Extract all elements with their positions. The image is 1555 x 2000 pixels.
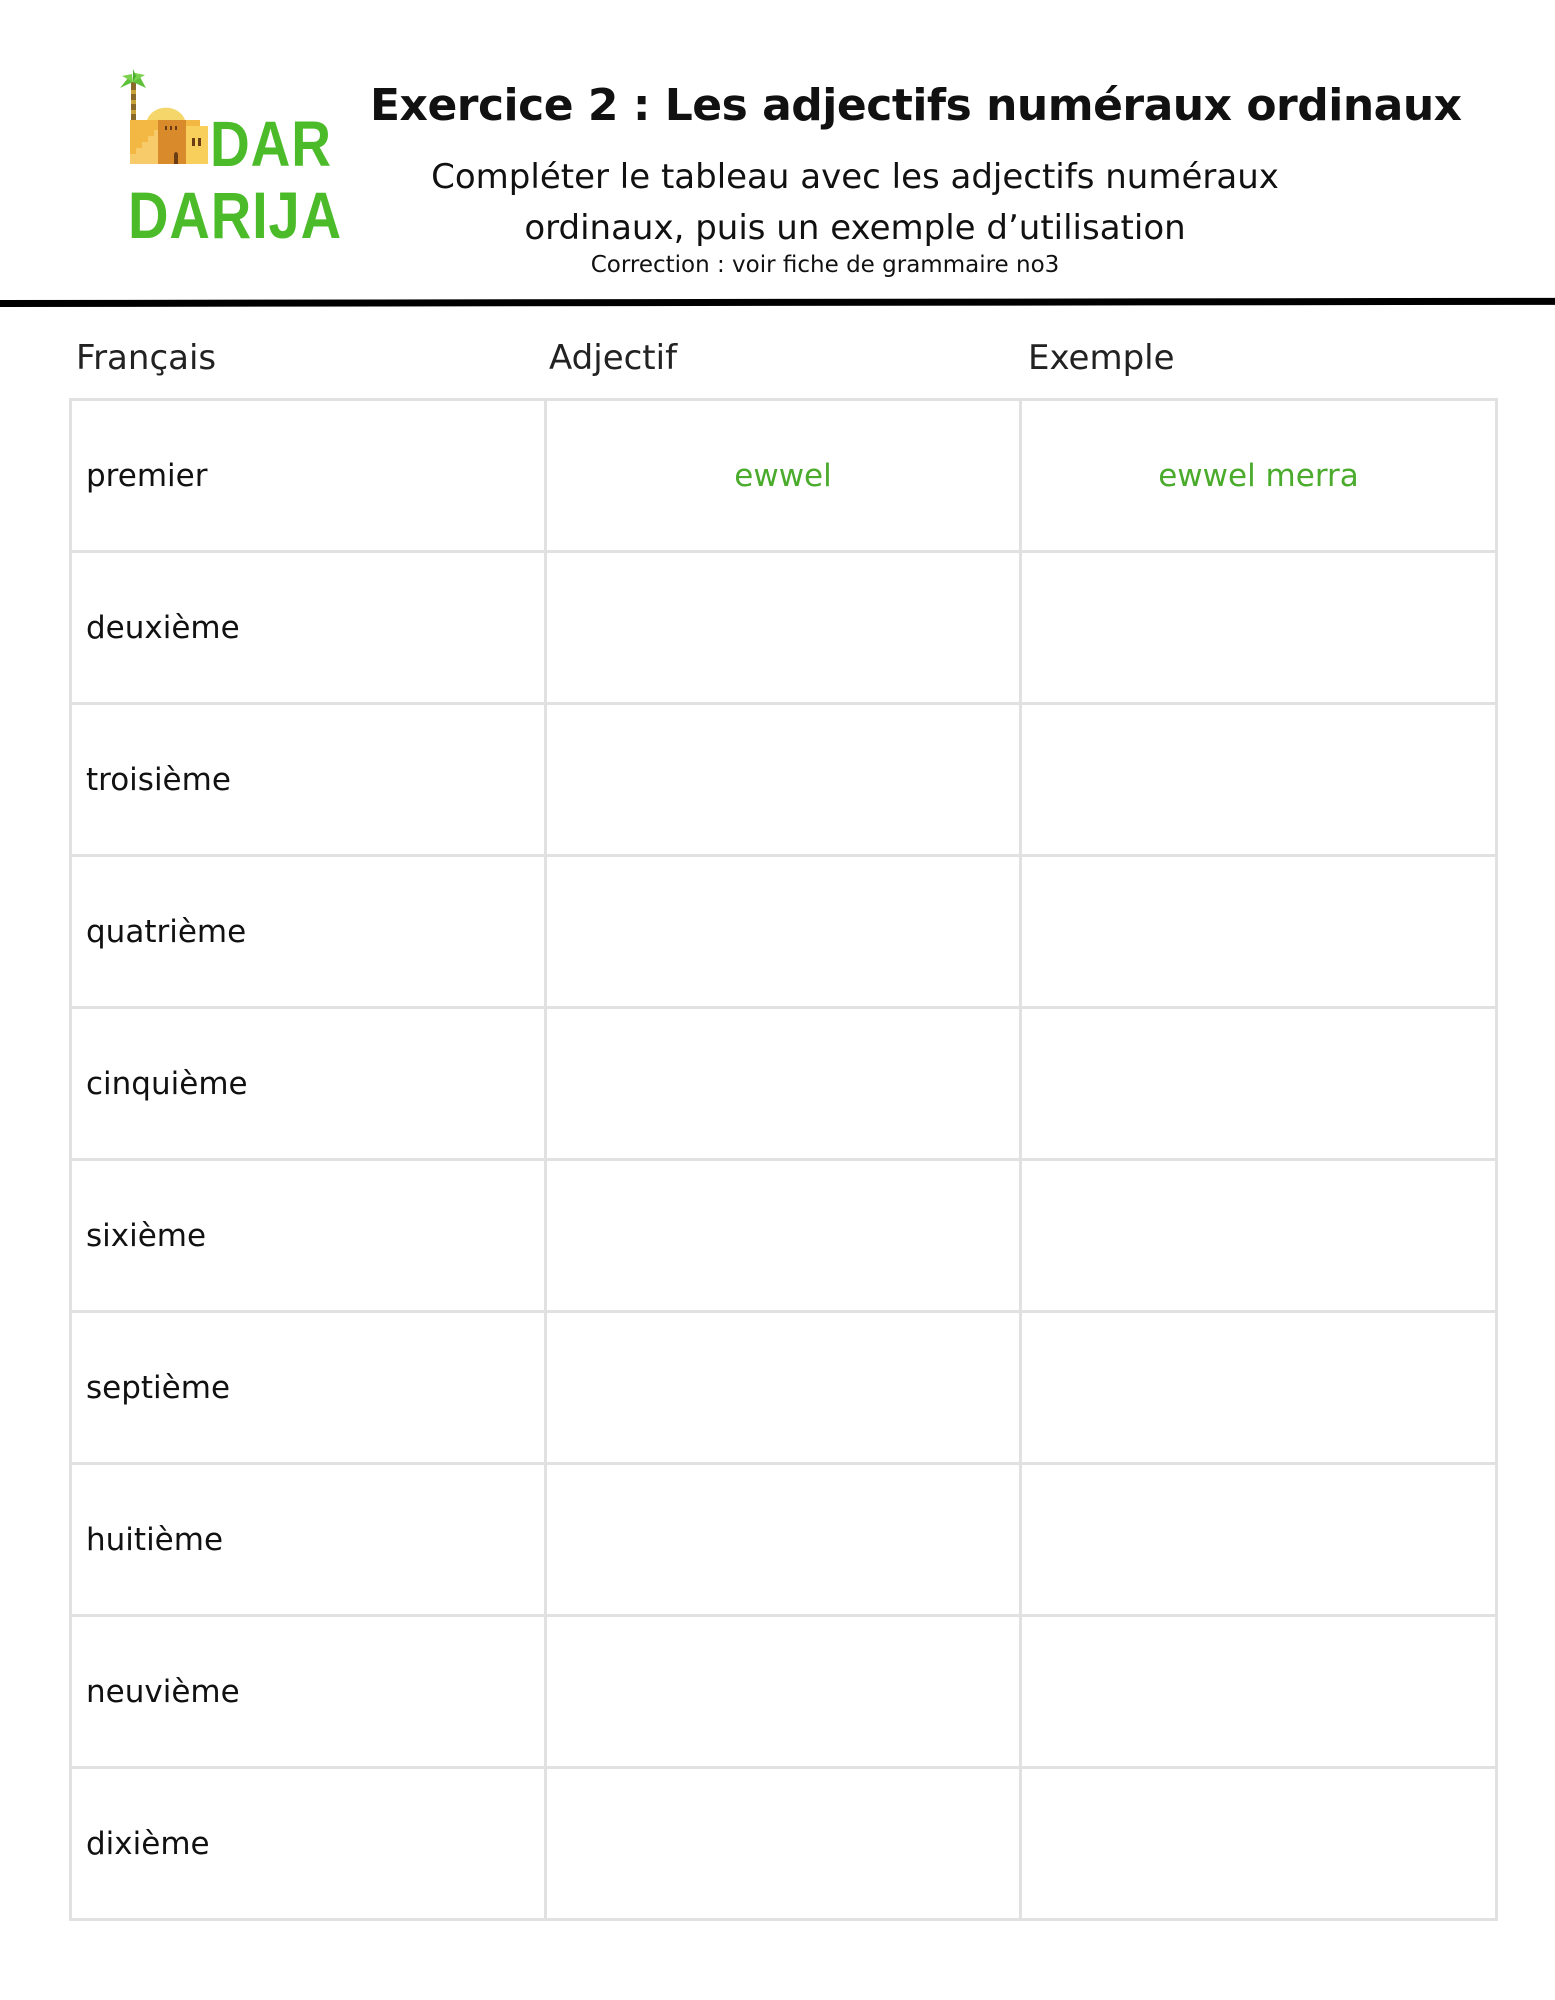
cell-francais: dixième <box>71 1768 546 1920</box>
cell-francais: sixième <box>71 1160 546 1312</box>
cell-adjectif[interactable] <box>546 1160 1021 1312</box>
table-row <box>71 1616 1497 1768</box>
cell-adjectif[interactable] <box>546 552 1021 704</box>
cell-exemple[interactable] <box>1021 1464 1497 1616</box>
cell-exemple[interactable] <box>1021 1616 1497 1768</box>
cell-adjectif[interactable] <box>546 1464 1021 1616</box>
column-header-francais: Français <box>76 338 217 378</box>
cell-exemple[interactable] <box>1021 1008 1497 1160</box>
table-row <box>71 704 1497 856</box>
cell-francais: huitième <box>71 1464 546 1616</box>
cell-adjectif[interactable]: ewwel <box>546 400 1021 552</box>
instructions-line-1: Compléter le tableau avec les adjectifs numéraux <box>431 157 1279 197</box>
ordinals-table <box>69 398 1498 1921</box>
logo-text-darija: DARIJA <box>128 178 342 252</box>
table-row <box>71 1160 1497 1312</box>
cell-francais: deuxième <box>71 552 546 704</box>
cell-adjectif[interactable] <box>546 1616 1021 1768</box>
cell-exemple[interactable] <box>1021 856 1497 1008</box>
cell-adjectif[interactable] <box>546 856 1021 1008</box>
table-row <box>71 1312 1497 1464</box>
cell-francais: quatrième <box>71 856 546 1008</box>
cell-adjectif[interactable] <box>546 1312 1021 1464</box>
table-row <box>71 1768 1497 1920</box>
cell-exemple[interactable] <box>1021 1768 1497 1920</box>
page-title: Exercice 2 : Les adjectifs numéraux ordinaux <box>370 80 1462 131</box>
instructions-line-2: ordinaux, puis un exemple d’utilisation <box>524 208 1186 248</box>
table-row <box>71 552 1497 704</box>
column-header-adjectif: Adjectif <box>549 338 678 378</box>
palm-house-icon <box>118 64 208 184</box>
column-header-exemple: Exemple <box>1028 338 1175 378</box>
cell-exemple[interactable] <box>1021 1312 1497 1464</box>
cell-francais: cinquième <box>71 1008 546 1160</box>
cell-francais: neuvième <box>71 1616 546 1768</box>
correction-note: Correction : voir fiche de grammaire no3 <box>590 252 1060 278</box>
logo <box>118 64 342 252</box>
cell-exemple[interactable]: ewwel merra <box>1021 400 1497 552</box>
cell-exemple[interactable] <box>1021 1160 1497 1312</box>
cell-francais: septième <box>71 1312 546 1464</box>
cell-adjectif[interactable] <box>546 1008 1021 1160</box>
cell-exemple[interactable] <box>1021 704 1497 856</box>
cell-francais: premier <box>71 400 546 552</box>
cell-adjectif[interactable] <box>546 704 1021 856</box>
table-row <box>71 1464 1497 1616</box>
table-row <box>71 1008 1497 1160</box>
table-row <box>71 400 1497 552</box>
cell-adjectif[interactable] <box>546 1768 1021 1920</box>
header-divider <box>0 298 1555 307</box>
instructions <box>360 152 1350 254</box>
cell-francais: troisième <box>71 704 546 856</box>
table-row <box>71 856 1497 1008</box>
logo-text-dar: DAR <box>210 108 332 180</box>
cell-exemple[interactable] <box>1021 552 1497 704</box>
